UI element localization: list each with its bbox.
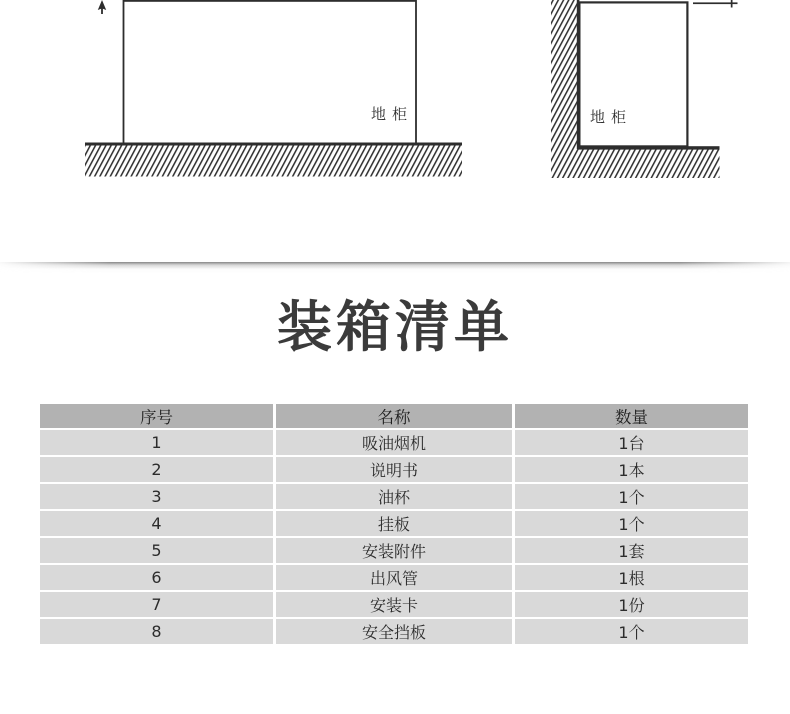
- table-cell: 安装卡: [276, 592, 512, 617]
- cabinet-label: 地柜: [371, 105, 414, 123]
- table-cell: 1: [40, 430, 273, 455]
- table-cell: 1份: [515, 592, 748, 617]
- table-cell: 2: [40, 457, 273, 482]
- table-cell: 1个: [515, 619, 748, 644]
- dimension-tick: [731, 0, 733, 8]
- ground-hatch: [85, 146, 462, 177]
- header-cell-quantity: 数量: [515, 404, 748, 428]
- ground-line: [85, 143, 462, 146]
- table-cell: 8: [40, 619, 273, 644]
- table-cell: 1个: [515, 511, 748, 536]
- table-cell: 1本: [515, 457, 748, 482]
- table-cell: 油杯: [276, 484, 512, 509]
- table-cell: 安全挡板: [276, 619, 512, 644]
- up-arrow-icon: [98, 0, 106, 14]
- table-cell: 7: [40, 592, 273, 617]
- header-cell-index: 序号: [40, 404, 273, 428]
- section-divider-shadow: [0, 262, 790, 274]
- table-cell: 1个: [515, 484, 748, 509]
- table-cell: 吸油烟机: [276, 430, 512, 455]
- table-cell: 说明书: [276, 457, 512, 482]
- table-cell: 挂板: [276, 511, 512, 536]
- header-cell-name: 名称: [276, 404, 512, 428]
- table-cell: 1套: [515, 538, 748, 563]
- table-cell: 出风管: [276, 565, 512, 590]
- table-cell: 4: [40, 511, 273, 536]
- table-cell: 3: [40, 484, 273, 509]
- packing-list-table: [40, 404, 748, 644]
- table-cell: 安装附件: [276, 538, 512, 563]
- installation-diagrams: [0, 0, 790, 190]
- table-cell: 1根: [515, 565, 748, 590]
- page-title: 装箱清单: [276, 295, 513, 359]
- right-clearance-diagram: [551, 0, 738, 178]
- table-cell: 6: [40, 565, 273, 590]
- table-cell: 1台: [515, 430, 748, 455]
- floor-hatch: [551, 150, 720, 179]
- cabinet-label: 地柜: [590, 108, 633, 126]
- left-clearance-diagram: [85, 0, 462, 177]
- table-cell: 5: [40, 538, 273, 563]
